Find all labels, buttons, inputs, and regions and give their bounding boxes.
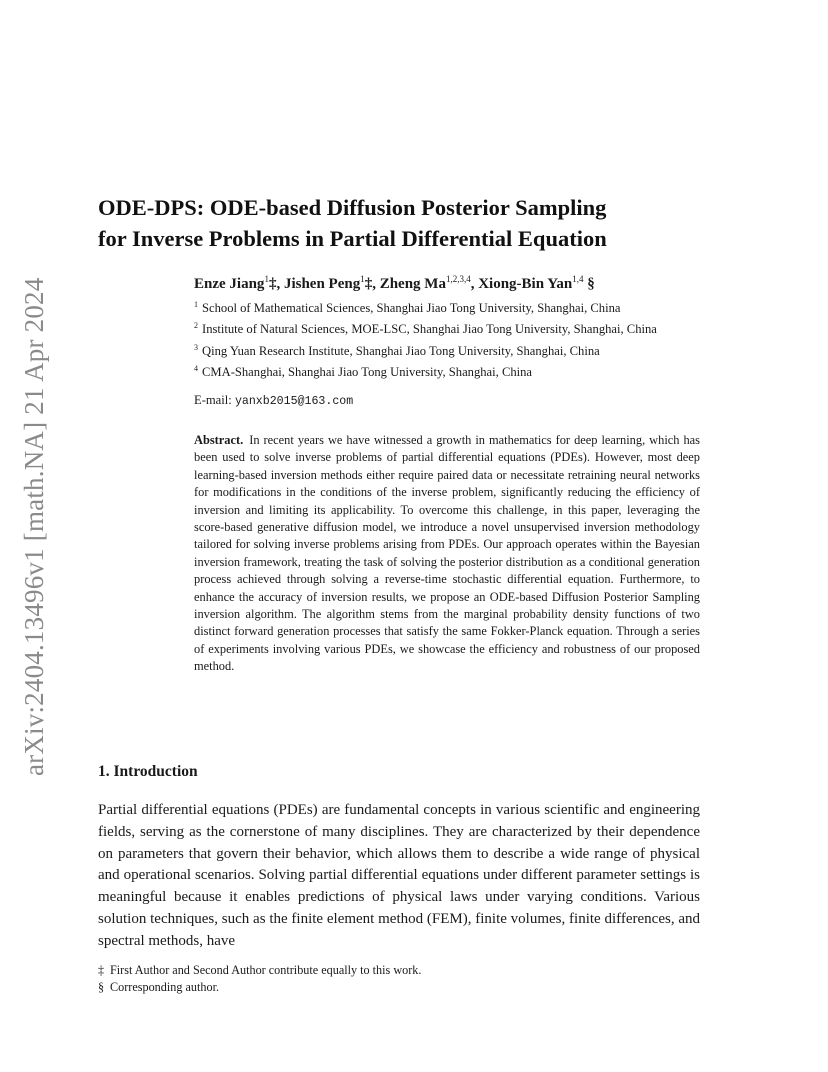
footnote [98,979,700,996]
footnote-text: Corresponding author. [110,980,219,994]
author-list: Enze Jiang$^1$‡, Jishen Peng$^1$‡, Zheng Ma$^{1,2,3,4}$, Xiong-Bin Yan$^{1,4}$ § [194,274,595,292]
title-line-2: for Inverse Problems in Partial Differential Equation [98,226,607,251]
footnote [98,962,700,979]
footnote-mark: ‡ [98,963,105,977]
section-number: 1. [98,763,110,780]
affiliation-item: $^4$ CMA-Shanghai, Shanghai Jiao Tong University, Shanghai, China [194,364,533,380]
affiliations [194,296,706,382]
intro-paragraph: Partial differential equations (PDEs) are fundamental concepts in various scientific and engineering fields, serving as the cornerstone of many disciplines. They are characterized by their dependence on parameters that govern their behavior, which allows them to describe a wide range of physical and operational scenarios. Solving partial differential equations under different parameter settings is meaningful because it enables predictions of physical laws under varying conditions. Various solution techniques, such as the finite element method (FEM), finite volumes, finite differences, and spectral methods, have [98,802,700,949]
affiliation-item: $^3$ Qing Yuan Research Institute, Shanghai Jiao Tong University, Shanghai, China [194,342,600,358]
author-affil-sup: 1 [360,274,365,284]
abstract-label: Abstract. [194,433,244,447]
footnotes [98,962,700,996]
email-line [194,393,353,408]
paper-title [98,192,718,254]
title-line-1: ODE-DPS: ODE-based Diffusion Posterior Sampling [98,195,607,220]
email-label: E-mail: [194,393,232,407]
author-name: Jishen Peng [283,276,361,292]
abstract [194,432,700,676]
section-title: Introduction [113,763,198,780]
author-mark: § [587,276,595,292]
author-name: Zheng Ma [379,276,446,292]
email-address[interactable]: yanxb2015@163.com [234,395,354,408]
author-affil-sup: 1 [264,274,269,284]
footnote-text: First Author and Second Author contribute equally to this work. [110,963,422,977]
abstract-text: In recent years we have witnessed a growth in mathematics for deep learning, which has been used to solve inverse problems of partial differential equations (PDEs). However, most deep learning-based inversion methods either require paired data or necessitate retraining neural networks for modifications in the conditions of the inverse problem, significantly reducing the efficiency of inversion and limiting its applicability. To overcome this challenge, in this paper, leveraging the score-based generative diffusion model, we introduce a novel unsupervised inversion methodology tailored for solving inverse problems arising from PDEs. Our approach operates within the Bayesian inversion framework, treating the task of solving the posterior distribution as a conditional generation process achieved through solving a reverse-time stochastic differential equation. Furthermore, to enhance the accuracy of inversion results, we propose an ODE-based Diffusion Posterior Sampling inversion algorithm. The algorithm stems from the marginal probability density functions of two distinct forward generation processes that satisfy the same Fokker-Planck equation. Through a series of experiments involving various PDEs, we showcase the efficiency and robustness of our proposed method. [194,433,700,674]
author-name: Xiong-Bin Yan [478,276,573,292]
affiliation-item: $^1$ School of Mathematical Sciences, Shanghai Jiao Tong University, Shanghai, China [194,300,621,316]
arxiv-stamp: arXiv:2404.13496v1 [math.NA] 21 Apr 2024 [19,277,49,776]
affiliation-item: $^2$ Institute of Natural Sciences, MOE-LSC, Shanghai Jiao Tong University, Shanghai, China [194,321,657,337]
section-heading [98,763,198,781]
author-affil-sup: 1,2,3,4 [445,274,471,284]
author-mark: ‡ [364,276,373,292]
footnote-mark: § [98,980,105,994]
author-mark: ‡ [268,276,277,292]
author-name: Enze Jiang [194,276,265,292]
author-affil-sup: 1,4 [572,274,584,284]
